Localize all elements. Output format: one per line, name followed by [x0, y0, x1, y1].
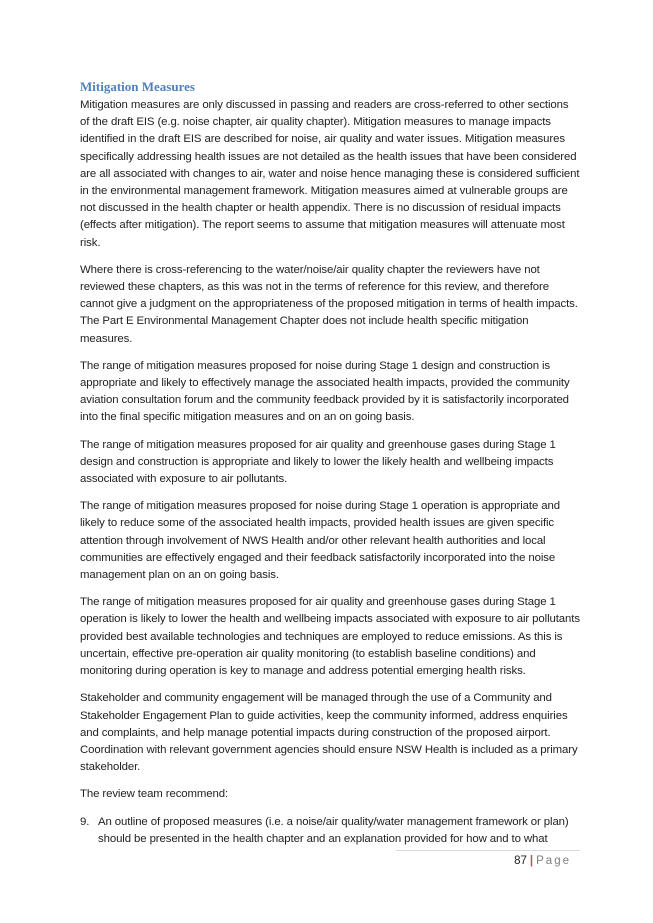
paragraph: Where there is cross-referencing to the water/noise/air quality chapter the reviewers have not reviewed these chapters, as this was not in the terms of reference for this review, and therefore cannot give a judgment on the appropriateness of the proposed mitigation in terms of health impacts. The Part E Environmental Management Chapter does not include health specific mitigation measures.	[80, 263, 578, 345]
paragraph: The range of mitigation measures proposed for air quality and greenhouse gases during Stage 1 design and construction is appropriate and likely to lower the likely health and wellbeing impacts associated with exposure to air pollutants.	[80, 438, 556, 486]
recommendation-item	[80, 814, 580, 848]
section-heading: Mitigation Measures	[80, 79, 195, 94]
page-body	[80, 78, 580, 848]
recommend-intro: The review team recommend:	[80, 788, 229, 801]
paragraph: Stakeholder and community engagement will be managed through the use of a Community and Stakeholder Engagement Plan to guide activities, keep the community informed, address enquiries and complaints, and help manage potential impacts during construction of the proposed airport. Coordination with relevant government agencies should ensure NSW Health is included as a primary stakeholder.	[80, 692, 578, 774]
paragraph: The range of mitigation measures proposed for noise during Stage 1 design and construction is appropriate and likely to effectively manage the associated health impacts, provided the community aviation consultation forum and the community feedback provided by it is satisfactorily incorporated into the final specific mitigation measures and on an on going basis.	[80, 359, 570, 424]
recommendation-number: 9.	[80, 815, 90, 828]
paragraph: Mitigation measures are only discussed in passing and readers are cross-referred to other sections of the draft EIS (e.g. noise chapter, air quality chapter). Mitigation measures to manage impacts identified in the draft EIS are described for noise, air quality and water issues. Mitigation measures specifically addressing health issues are not detailed as the health issues that have been considered are all associated with changes to air, water and noise hence managing these is considered sufficient in the environmental management framework. Mitigation measures aimed at vulnerable groups are not discussed in the health chapter or health appendix. There is no discussion of residual impacts (effects after mitigation). The report seems to assume that mitigation measures will attenuate most risk.	[80, 99, 580, 249]
page-footer	[514, 855, 571, 867]
paragraph: The range of mitigation measures proposed for air quality and greenhouse gases during Stage 1 operation is likely to lower the health and wellbeing impacts associated with exposure to air pollutants provided best available technologies and techniques are employed to reduce emissions. As this is uncertain, effective pre-operation air quality monitoring (to establish baseline conditions) and monitoring during operation is key to manage and address potential emerging health risks.	[80, 596, 580, 678]
footer-divider	[396, 850, 580, 851]
page-number: 87	[514, 855, 527, 867]
page-label: Page	[536, 855, 571, 867]
footer-separator: |	[529, 855, 534, 867]
paragraph: The range of mitigation measures proposed for noise during Stage 1 operation is appropriate and likely to reduce some of the associated health impacts, provided health issues are given specific attention through involvement of NWS Health and/or other relevant health authorities and local communities are effectively engaged and their feedback satisfactorily incorporated into the noise management plan on an on going basis.	[80, 500, 560, 582]
recommendation-text: An outline of proposed measures (i.e. a noise/air quality/water management framework or plan) should be presented in the health chapter and an explanation provided for how and to what	[98, 815, 569, 845]
